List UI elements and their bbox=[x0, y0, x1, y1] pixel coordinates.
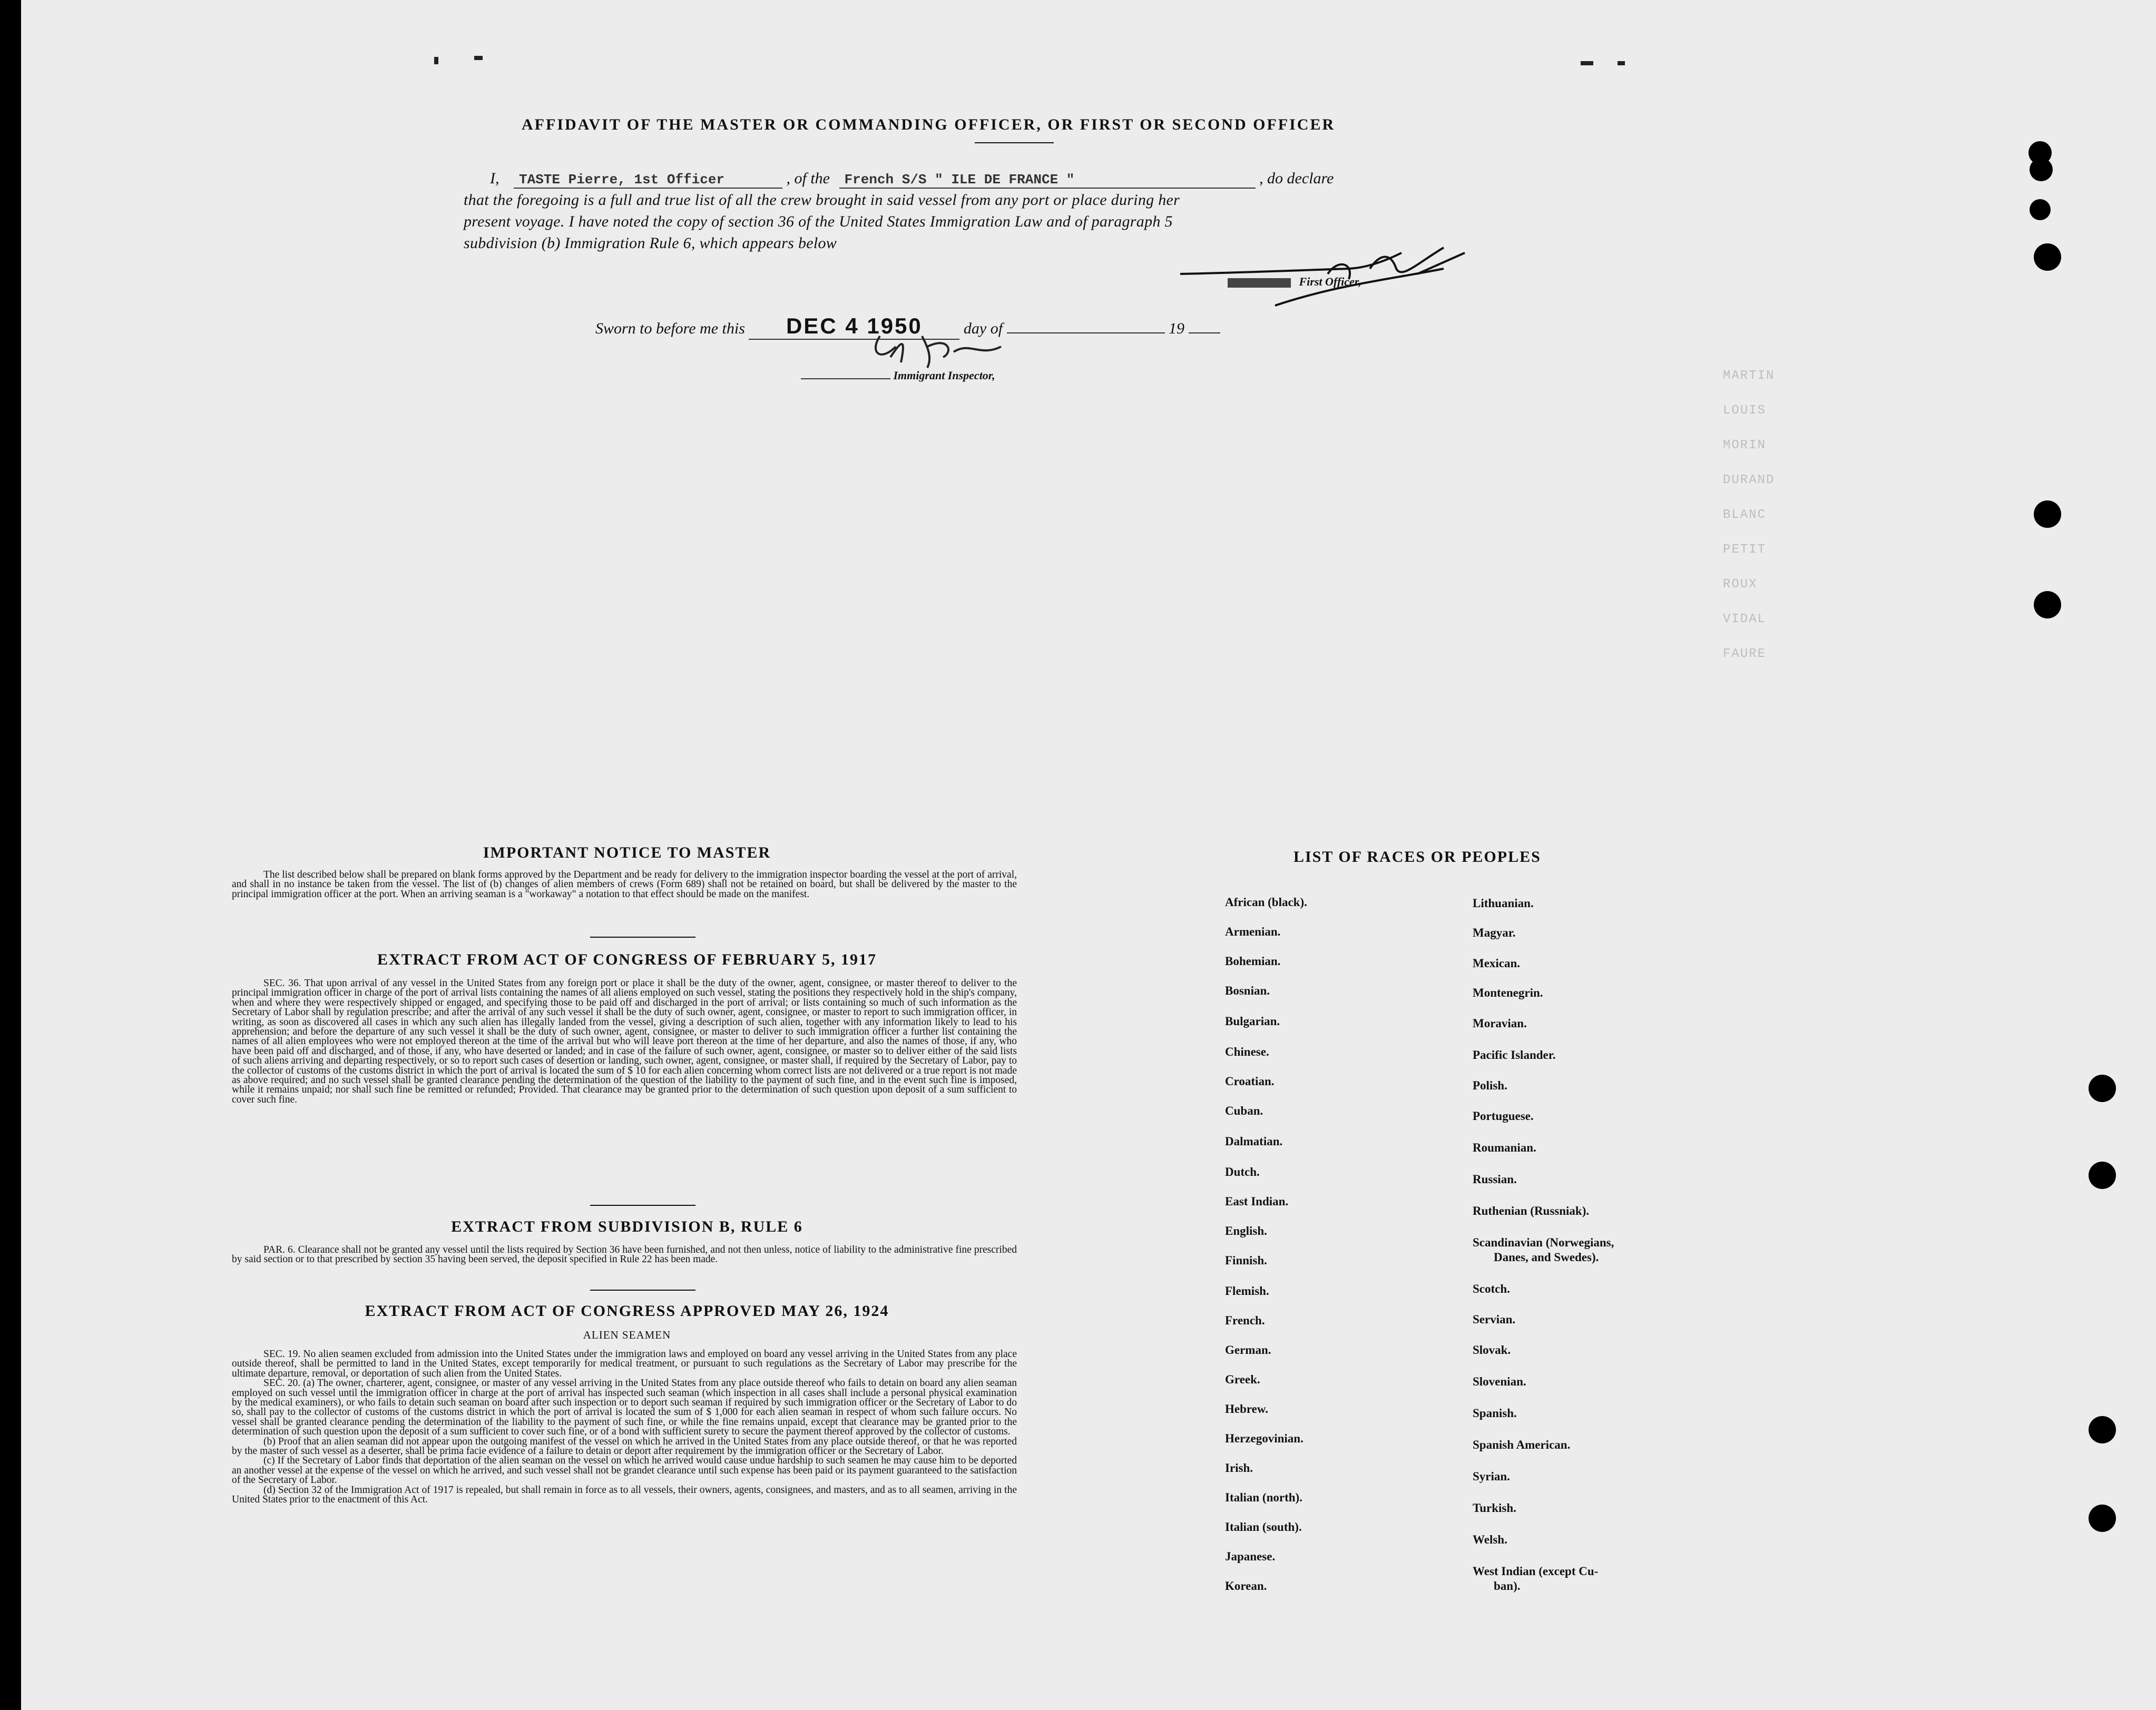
race-item: Finnish. bbox=[1225, 1254, 1267, 1267]
race-item: Scandinavian (Norwegians, bbox=[1473, 1236, 1614, 1249]
notice-paragraph: The list described below shall be prepared on blank forms approved by the Department and be ready for delivery to the immigration inspector boarding the vessel at the port of arrival, and shall in no instance be taken from the vessel. The list of (b) changes of alien members of crews (Form 689) shall not be retained on board, but shall be delivered by the master to the principal immigration officer at the port. When an arriving seaman is a "workaway" a notation to that effect should be made on the manifest. bbox=[232, 869, 1017, 900]
inspector-signature bbox=[864, 326, 1054, 373]
affidavit-prefix: I, bbox=[490, 170, 499, 187]
race-item: Greek. bbox=[1225, 1373, 1260, 1386]
race-item: Bosnian. bbox=[1225, 984, 1270, 997]
bleed-through-text: MORIN bbox=[1723, 438, 1767, 453]
race-item: Servian. bbox=[1473, 1313, 1516, 1326]
scan-mark bbox=[474, 56, 483, 60]
race-item: Scotch. bbox=[1473, 1282, 1510, 1295]
sec-36-paragraph: SEC. 36. That upon arrival of any vessel in the United States from any foreign port or place it shall be the duty of the owner, agent, consignee, or master thereof to deliver to the principal immigration officer in charge of the port of arrival lists containing the names of all aliens employed on such vessel, stating the positions they respectively hold in the ship's company, when and where they were respectively shipped or engaged, and specifying those to be paid off and discharged in the port of arrival; or lists containing so much of such information as the Secretary of Labor shall by regulation prescribe; and after the arrival of any such vessel it shall be the duty of such owner, agent, consignee, or master to report to such immigration officer, in writing, as soon as discovered all cases in which any such alien has illegally landed from the vessel, giving a description of such alien, together with any information likely to lead to his apprehension; and before the departure of any such vessel it shall be the duty of such owner, agent, consignee, or master to deliver to such immigration officer a further list containing the names of all alien employees who were not employed thereon at the time of the arrival but who will leave port thereon at the time of her departure, and also the names of those, if any, who have been paid off and discharged, and of those, if any, who have deserted or landed; and in case of the failure of such owner, agent, consignee, or master so to deliver either of the said lists of such aliens arriving and departing respectively, or so to report such cases of desertion or landing, such owner, agent, consignee, or master shall, if required by the Secretary of Labor, pay to the collector of customs of the customs district in which the port of arrival is located the sum of $ 10 for each alien concerning whom correct lists are not delivered or a true report is not made as above required; and no such vessel shall be granted clearance pending the determination of the question of the liability to the payment of such fine, and in the event such fine is imposed, while it remains unpaid; nor shall such fine be remitted or refunded; Provided. That clearance may be granted prior to the determination of such question upon deposit of a sum sufficient to cover such fine. bbox=[232, 978, 1017, 1105]
race-item: Moravian. bbox=[1473, 1017, 1527, 1030]
race-item: Chinese. bbox=[1225, 1045, 1269, 1058]
officer-name: TASTE Pierre, 1st Officer bbox=[514, 172, 782, 189]
sec-20c-paragraph: (c) If the Secretary of Labor finds that deportation of the alien seaman on the vessel on which he arrived would cause undue hardship to such seamen he may cause him to be deported an another vessel at the expense of the vessel on which he arrived, and such vessel shall not be grandet clearance until such expense has been paid or its payment guaranteed to the satisfaction of the Secretary of Labor. bbox=[232, 1455, 1017, 1486]
race-item: Roumanian. bbox=[1473, 1141, 1536, 1154]
sec-20b-paragraph: (b) Proof that an alien seaman did not appear upon the outgoing manifest of the vessel on which he arrived in the United States from any place outside thereof, or that he was reported by the master of such vessel as a deserter, shall be prima facie evidence of a failure to detain or deport after requirement by the immigration officer or the Secretary of Labor. bbox=[232, 1436, 1017, 1457]
notice-title: IMPORTANT NOTICE TO MASTER bbox=[483, 844, 771, 861]
bleed-through-text: VIDAL bbox=[1723, 612, 1767, 626]
alien-seamen-subtitle: ALIEN SEAMEN bbox=[583, 1329, 671, 1341]
sworn-label: Sworn to before me this bbox=[595, 320, 745, 337]
race-item: Spanish. bbox=[1473, 1407, 1517, 1420]
officer-role bbox=[1228, 275, 1361, 289]
affidavit-line-3: present voyage. I have noted the copy of section 36 of the United States Immigration Law and of paragraph 5 bbox=[464, 213, 1173, 230]
race-item: Slovenian. bbox=[1473, 1375, 1526, 1388]
sec-19-paragraph: SEC. 19. No alien seamen excluded from admission into the United States under the immigration laws and employed on board any vessel arriving in the United States from any place outside thereof, shall be permitted to land in the United States, except temporarily for medical treatment, or pursuant to such regulations as the Secretary of Labor may prescribe for the ultimate departure, removal, or deportation of such alien from the United States. bbox=[232, 1349, 1017, 1379]
punch-hole-6 bbox=[2034, 591, 2061, 618]
race-item: French. bbox=[1225, 1314, 1265, 1327]
struck-text bbox=[1228, 278, 1291, 288]
race-item: Spanish American. bbox=[1473, 1438, 1571, 1451]
race-item: Cuban. bbox=[1225, 1104, 1263, 1117]
document-page bbox=[21, 0, 2156, 1710]
punch-hole-3 bbox=[2030, 199, 2051, 220]
race-item: Portuguese. bbox=[1473, 1109, 1534, 1123]
divider bbox=[590, 1205, 695, 1206]
race-item: Bohemian. bbox=[1225, 955, 1281, 968]
declare-label: , do declare bbox=[1259, 170, 1334, 187]
race-item: Japanese. bbox=[1225, 1550, 1276, 1563]
inspector-label: Immigrant Inspector, bbox=[893, 369, 995, 382]
punch-hole-5 bbox=[2034, 500, 2061, 528]
punch-hole-4 bbox=[2034, 243, 2061, 271]
sworn-date-stamp: DEC 4 1950 bbox=[749, 313, 959, 340]
race-item: Flemish. bbox=[1225, 1284, 1269, 1298]
race-item: English. bbox=[1225, 1224, 1267, 1237]
divider bbox=[975, 142, 1054, 143]
inspector-line bbox=[801, 369, 995, 382]
punch-hole-9 bbox=[2089, 1416, 2116, 1443]
extract-1917-title: EXTRACT FROM ACT OF CONGRESS OF FEBRUARY 5, 1917 bbox=[377, 951, 877, 968]
race-item: East Indian. bbox=[1225, 1195, 1289, 1208]
race-item: West Indian (except Cu- bbox=[1473, 1565, 1599, 1578]
year-label: 19 bbox=[1169, 320, 1185, 337]
bleed-through-text: BLANC bbox=[1723, 508, 1767, 522]
race-item: ban). bbox=[1494, 1579, 1521, 1593]
affidavit-line-4: subdivision (b) Immigration Rule 6, which appears below bbox=[464, 234, 837, 252]
inspector-blank bbox=[801, 378, 890, 379]
affidavit-title: AFFIDAVIT OF THE MASTER OR COMMANDING OFFICER, OR FIRST OR SECOND OFFICER bbox=[522, 116, 1336, 133]
subdivision-b-title: EXTRACT FROM SUBDIVISION B, RULE 6 bbox=[451, 1218, 803, 1235]
extract-1917-text bbox=[232, 979, 1017, 1105]
race-item: Bulgarian. bbox=[1225, 1015, 1280, 1028]
race-item: Turkish. bbox=[1473, 1501, 1516, 1515]
race-item: African (black). bbox=[1225, 896, 1307, 909]
race-item: Hebrew. bbox=[1225, 1402, 1268, 1416]
bleed-through-text: DURAND bbox=[1723, 473, 1775, 487]
extract-1924-text bbox=[232, 1350, 1017, 1505]
affidavit-line-2: that the foregoing is a full and true list of all the crew brought in said vessel from any port or place during her bbox=[464, 191, 1180, 209]
race-item: Croatian. bbox=[1225, 1075, 1275, 1088]
races-title: LIST OF RACES OR PEOPLES bbox=[1293, 848, 1541, 866]
race-item: Italian (north). bbox=[1225, 1491, 1302, 1504]
race-item: Welsh. bbox=[1473, 1533, 1507, 1546]
race-item: Slovak. bbox=[1473, 1343, 1511, 1357]
bleed-through-text: FAURE bbox=[1723, 647, 1767, 661]
punch-hole-10 bbox=[2089, 1505, 2116, 1532]
race-item: German. bbox=[1225, 1343, 1271, 1357]
race-item: Irish. bbox=[1225, 1461, 1253, 1475]
race-item: Mexican. bbox=[1473, 957, 1521, 970]
sec-20a-paragraph: SEC. 20. (a) The owner, charterer, agent, consignee, or master of any vessel arriving in the United States from any place outside thereof who fails to detain on board any alien seaman employed on such vessel until the immigration officer in charge at the port of arrival has inspected such seaman (which inspection in all cases shall include a personal physical examination by the medical examiners), or who fails to detain such seaman on board after such inspection or to deport such seaman if required by such immigration officer or the Secretary of Labor to do so, shall pay to the collector of customs of the customs district in which the port of arrival is located the sum of $ 1,000 for each alien seaman in respect of whom such failure occurs. No vessel shall be granted clearance pending the determination of the liability to the payment of such fine, or while the fine remains unpaid, except that clearance may be granted prior to the determination of such question upon the deposit of a sum sufficient to cover such fine, or of a bond with sufficient surety to secure the payment thereof approved by the collector of customs. bbox=[232, 1378, 1017, 1438]
officer-role-label: First Officer, bbox=[1299, 275, 1361, 288]
vessel-name: French S/S " ILE DE FRANCE " bbox=[839, 172, 1256, 189]
divider bbox=[590, 937, 695, 938]
race-item: Magyar. bbox=[1473, 926, 1516, 939]
race-item: Danes, and Swedes). bbox=[1494, 1251, 1599, 1264]
punch-hole-7 bbox=[2089, 1075, 2116, 1102]
race-item: Armenian. bbox=[1225, 925, 1281, 938]
officer-signature bbox=[1170, 237, 1507, 311]
day-of-label: day of bbox=[963, 320, 1003, 337]
affidavit-line-1 bbox=[490, 170, 1334, 189]
race-item: Pacific Islander. bbox=[1473, 1048, 1556, 1062]
bleed-through-text: PETIT bbox=[1723, 543, 1767, 557]
of-the-label: , of the bbox=[786, 170, 830, 187]
race-item: Korean. bbox=[1225, 1579, 1267, 1593]
race-item: Russian. bbox=[1473, 1173, 1517, 1186]
extract-1924-title: EXTRACT FROM ACT OF CONGRESS APPROVED MAY 26, 1924 bbox=[365, 1302, 889, 1320]
subdivision-b-text bbox=[232, 1245, 1017, 1265]
race-item: Polish. bbox=[1473, 1079, 1507, 1092]
scan-mark bbox=[1618, 61, 1625, 65]
race-item: Dutch. bbox=[1225, 1165, 1260, 1178]
race-item: Dalmatian. bbox=[1225, 1135, 1283, 1148]
bleed-through-text: LOUIS bbox=[1723, 404, 1767, 418]
bleed-through-text: MARTIN bbox=[1723, 369, 1775, 383]
punch-hole-2 bbox=[2030, 158, 2053, 181]
notice-text bbox=[232, 870, 1017, 899]
scan-mark bbox=[1581, 61, 1593, 65]
par-6-paragraph: PAR. 6. Clearance shall not be granted any vessel until the lists required by Section 36 have been furnished, and not then unless, notice of liability to the administrative fine prescribed by said section or to that prescribed by section 35 having been served, the deposit specified in Rule 22 has been made. bbox=[232, 1244, 1017, 1265]
race-item: Montenegrin. bbox=[1473, 986, 1543, 999]
race-item: Lithuanian. bbox=[1473, 897, 1534, 910]
race-item: Syrian. bbox=[1473, 1470, 1510, 1483]
race-item: Italian (south). bbox=[1225, 1520, 1302, 1534]
punch-hole-8 bbox=[2089, 1162, 2116, 1189]
race-item: Herzegovinian. bbox=[1225, 1432, 1304, 1445]
scan-mark bbox=[434, 57, 438, 64]
year-blank bbox=[1189, 332, 1220, 333]
bleed-through-text: ROUX bbox=[1723, 577, 1758, 592]
sec-20d-paragraph: (d) Section 32 of the Immigration Act of 1917 is repealed, but shall remain in force as to all vessels, their owners, agents, consignees, and masters, and as to all seamen, arriving in the United States prior to the enactment of this Act. bbox=[232, 1484, 1017, 1506]
race-item: Ruthenian (Russniak). bbox=[1473, 1204, 1590, 1217]
divider bbox=[590, 1290, 695, 1291]
